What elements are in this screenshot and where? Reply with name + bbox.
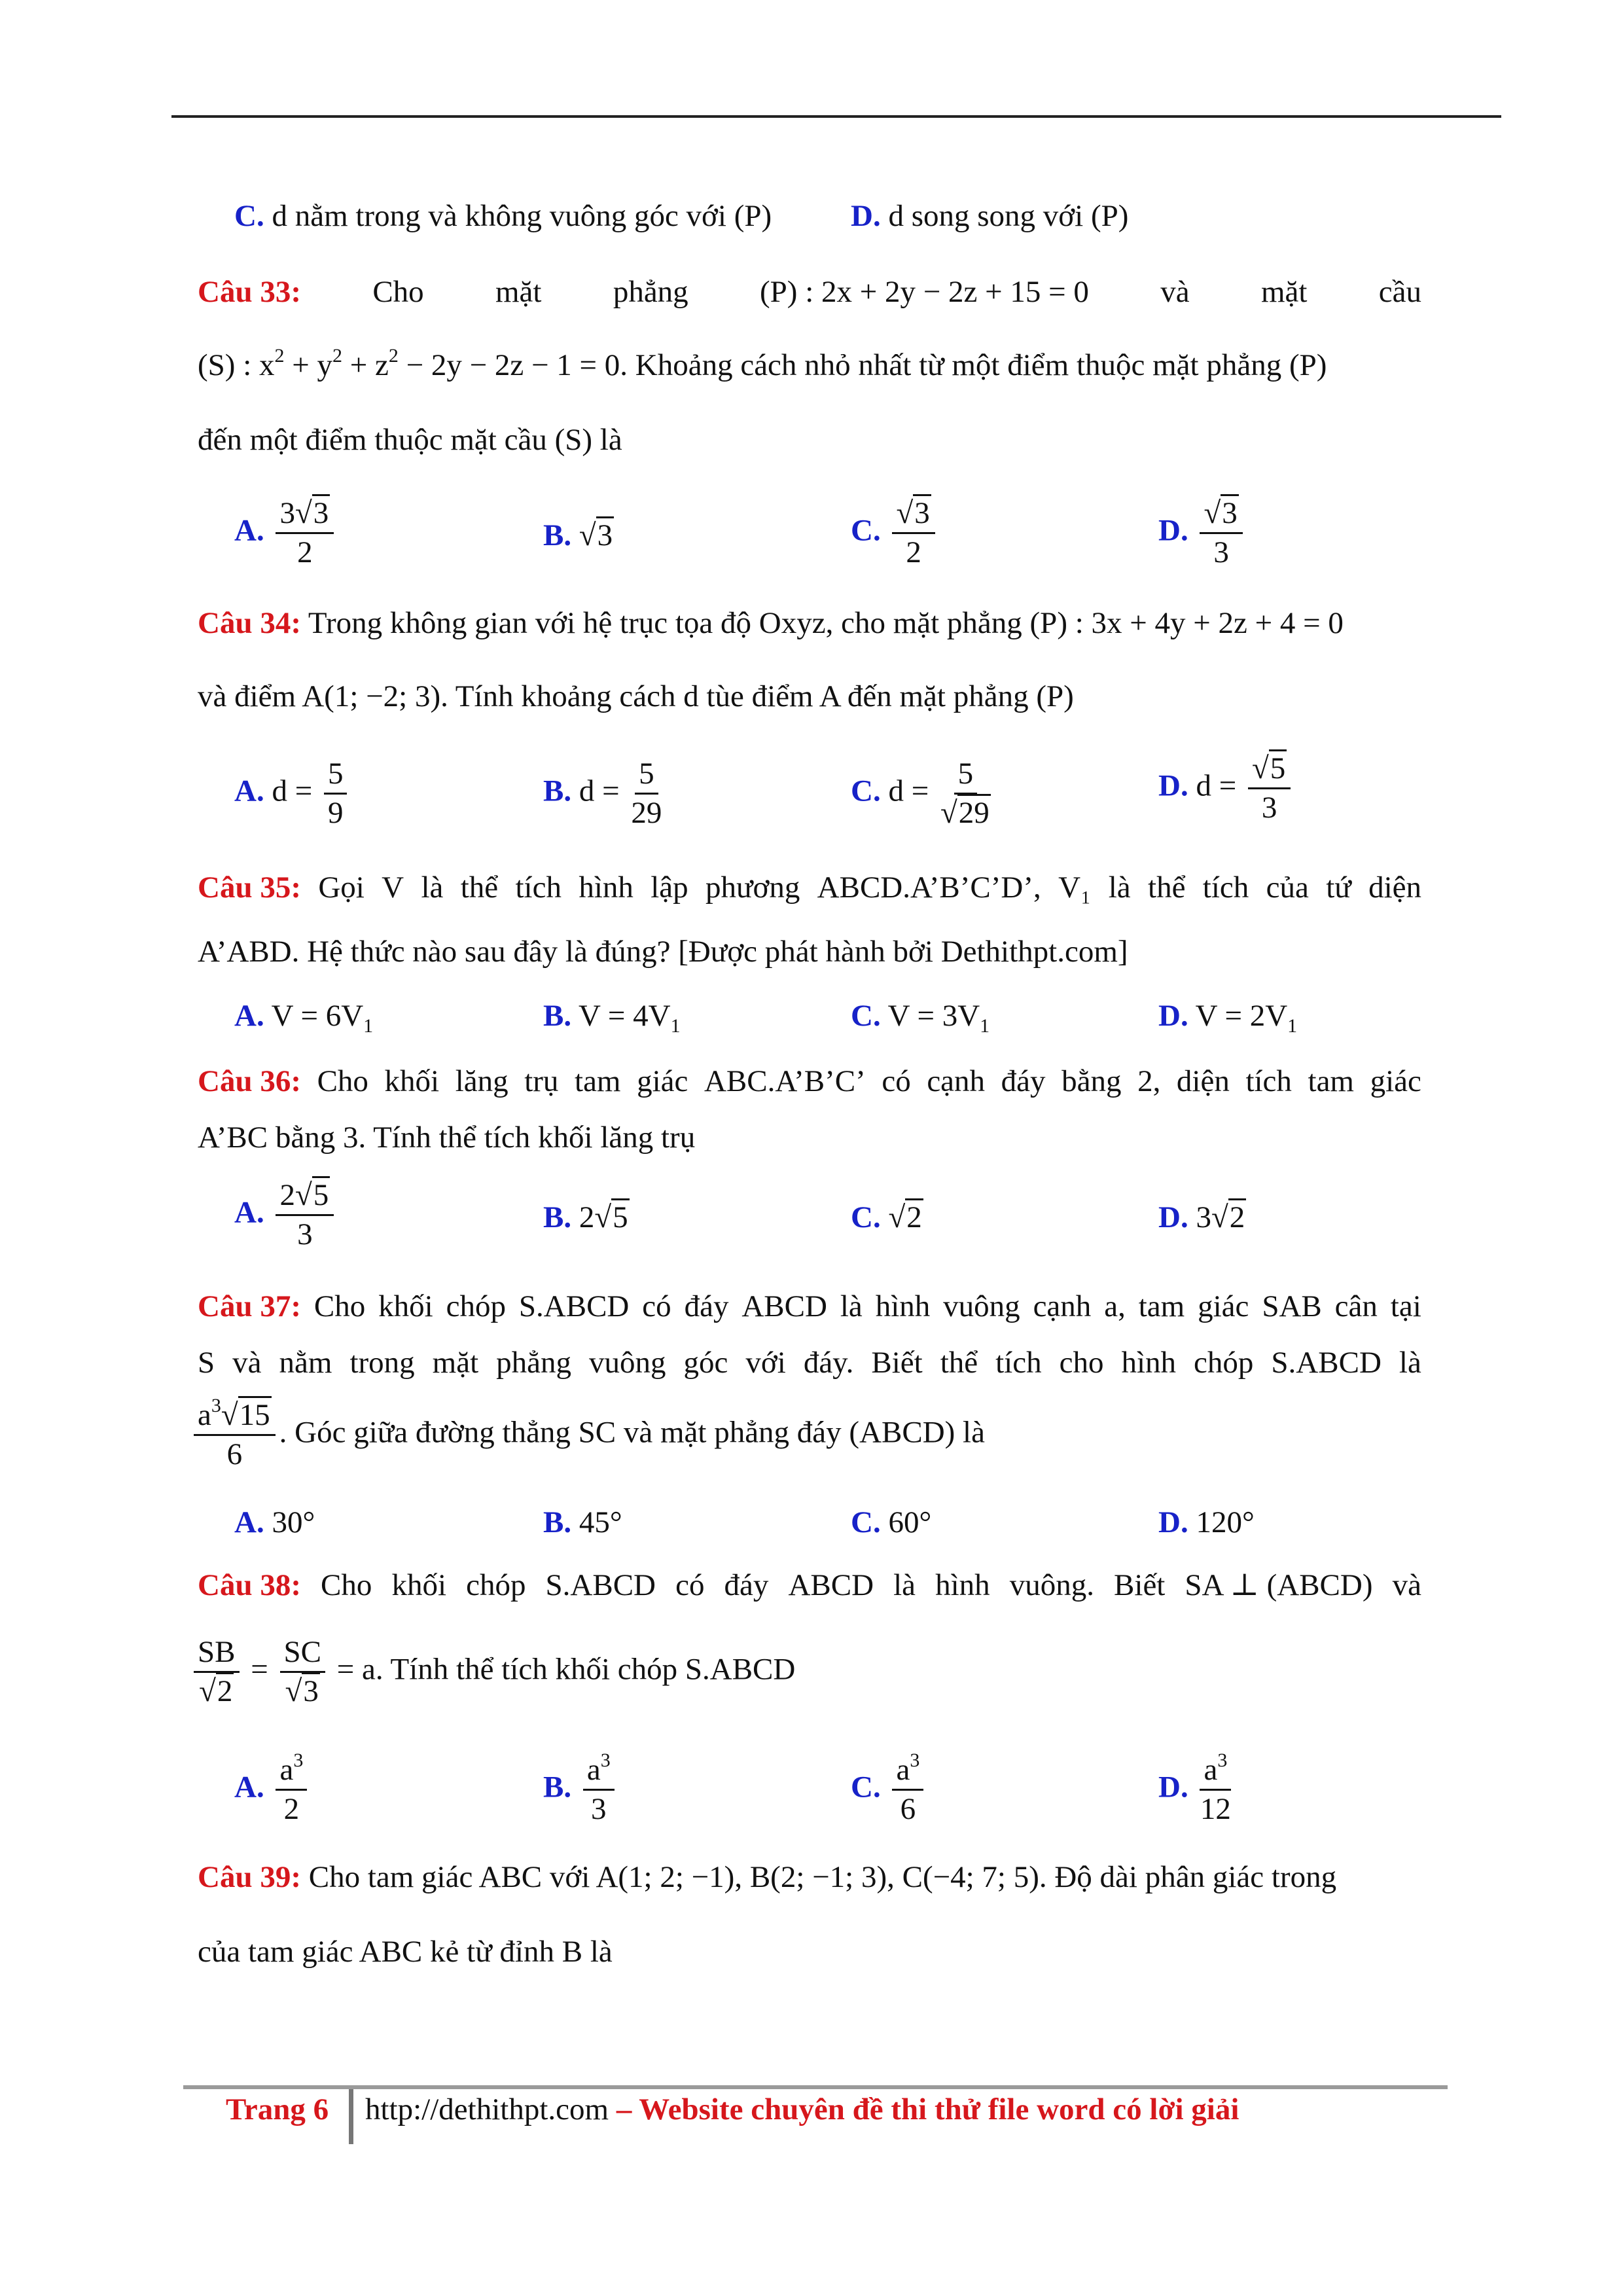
q35-option-c: C. $V = 3V_1$ xyxy=(851,999,990,1037)
q36-option-a: A. $\frac{2√ 5}{3}$ xyxy=(234,1179,338,1251)
q35-option-d: D. $V = 2V_1$ xyxy=(1158,999,1298,1037)
q34-line1: Câu 34: Trong không gian với hệ trục tọa độ Oxyz, cho mặt phẳng (P) : 3x + 4y + 2z + 4 = 0 xyxy=(198,606,1344,640)
q38-option-c: C. $\frac{a^3}{6}$ xyxy=(851,1754,927,1826)
q34-option-c: C. d = 5 √ 29 xyxy=(851,758,995,830)
q33-line3: đến một điểm thuộc mặt cầu (S) là xyxy=(198,423,622,457)
q36-line2: A’BC bằng 3. Tính thể tích khối lăng trụ xyxy=(198,1121,696,1155)
q33-option-d: D. √ $\frac{3}{3}$ xyxy=(1158,497,1247,569)
q36-option-b: B. 2√ 5 xyxy=(543,1199,630,1236)
footer-slogan: – Website chuyên đề thi thử file word có lời giải xyxy=(609,2092,1240,2126)
q34-line2: và điểm A(1; −2; 3). Tính khoảng cách d tùe điểm A đến mặt phẳng (P) xyxy=(198,679,1074,713)
q37-option-b: B. 45° xyxy=(543,1505,622,1539)
q34-option-d: D. d = √ $\frac{5}{3}$ xyxy=(1158,753,1294,825)
q38-option-d: D. $\frac{a^3}{12}$ xyxy=(1158,1749,1231,1827)
q36-option-c: C. √ 2 xyxy=(851,1199,923,1236)
q33-line1: Câu 33: Cho mặt phẳng (P) : 2x + 2y − 2z + 15 = 0 và mặt cầu xyxy=(198,274,1421,310)
q33-option-b: B. √ 3 xyxy=(543,517,614,554)
q39-line2: của tam giác ABC kẻ từ đỉnh B là xyxy=(198,1935,613,1969)
q34-option-a: A. d = $\frac{5}{9}$ xyxy=(234,758,351,830)
footer-url[interactable]: http://dethithpt.com xyxy=(365,2092,609,2126)
q37-line2: S và nằm trong mặt phẳng vuông góc với đáy. Biết thể tích cho hình chóp S.ABCD là xyxy=(198,1346,1421,1380)
footer-text xyxy=(365,2092,1239,2127)
q37-line1: Câu 37: Cho khối chóp S.ABCD có đáy ABCD là hình vuông cạnh a, tam giác SAB cân tại xyxy=(198,1289,1421,1323)
q37-option-d: D. 120° xyxy=(1158,1505,1255,1539)
q33-label: Câu 33: xyxy=(198,275,301,309)
footer-divider xyxy=(349,2089,353,2144)
header-rule xyxy=(171,115,1501,118)
q33-line2: (S) : $x^2 + y^2 + z^2 - 2y - 2z - 1 = 0$. Khoảng cách nhỏ nhất từ một điểm thuộc mặt phẳng (P) xyxy=(198,345,1327,382)
q39-line1: Câu 39: Cho tam giác ABC với A(1; 2; −1), B(2; −1; 3), C(−4; 7; 5). Độ dài phân giác trong xyxy=(198,1860,1337,1894)
q37-option-c: C. 60° xyxy=(851,1505,932,1539)
q35-line1: Câu 35: Gọi V là thể tích hình lập phương ABCD.A’B’C’D’, V₁ là thể tích của tứ diện xyxy=(198,870,1421,905)
q38-line2: SB √ 2 = SC √ 3 = a. Tính thể tích khối chóp S.ABCD xyxy=(194,1636,795,1708)
q32-option-c: C. d nằm trong và không vuông góc với (P) xyxy=(234,199,772,233)
q36-line1: Câu 36: Cho khối lăng trụ tam giác ABC.A’B’C’ có cạnh đáy bằng 2, diện tích tam giác xyxy=(198,1064,1421,1098)
q35-option-b: B. $V = 4V_1$ xyxy=(543,999,681,1037)
q37-option-a: A. 30° xyxy=(234,1505,315,1539)
q38-option-a: A. $\frac{a^3}{2}$ xyxy=(234,1754,311,1826)
footer-page-number: Trang 6 xyxy=(226,2092,329,2126)
footer-rule xyxy=(183,2085,1448,2089)
q35-option-a: A. $V = 6V_1$ xyxy=(234,999,374,1037)
q33-option-c: C. √ $\frac{3}{2}$ xyxy=(851,497,939,569)
q33-option-a: A. $\frac{3√ 3}{2}$ xyxy=(234,497,338,569)
q38-line1: Câu 38: Cho khối chóp S.ABCD có đáy ABCD là hình vuông. Biết SA ⊥ (ABCD) và xyxy=(198,1568,1421,1602)
q37-line3: $\frac{a^3√ 15}{6}$ . Góc giữa đường thẳng SC và mặt phẳng đáy (ABCD) là xyxy=(194,1399,985,1471)
q32-option-d: D. d song song với (P) xyxy=(851,199,1129,233)
q38-option-b: B. $\frac{a^3}{3}$ xyxy=(543,1754,618,1826)
q34-option-b: B. d = $\frac{5}{29}$ xyxy=(543,757,662,831)
q36-option-d: D. 3√ 2 xyxy=(1158,1199,1246,1236)
q35-line2: A’ABD. Hệ thức nào sau đây là đúng? [Được phát hành bởi Dethithpt.com] xyxy=(198,935,1128,969)
